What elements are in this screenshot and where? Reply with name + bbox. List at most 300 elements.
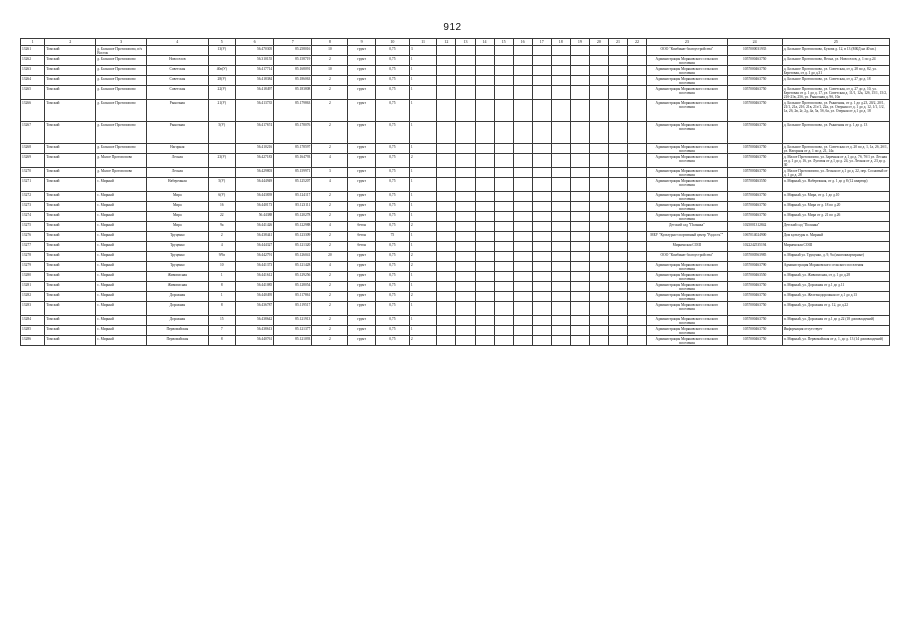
owner-inn-cell: 1057000463750 <box>727 66 782 76</box>
house-cell: 5(У) <box>208 178 236 192</box>
settlement-cell: д. Большое Протопопово <box>96 66 147 76</box>
empty-cell <box>608 336 627 346</box>
settlement-cell: с. Мирный <box>96 192 147 202</box>
settlement-cell: с. Мирный <box>96 326 147 336</box>
empty-cell <box>437 100 456 122</box>
empty-cell <box>589 212 608 222</box>
house-cell: 1 <box>208 272 236 282</box>
settlement-cell: с. Мирный <box>96 232 147 242</box>
empty-cell <box>570 222 589 232</box>
house-cell: 6(У) <box>208 192 236 202</box>
empty-cell <box>608 242 627 252</box>
street-cell: Живописная <box>147 272 208 282</box>
empty-cell <box>513 292 532 302</box>
container-count-cell: 1 <box>409 302 437 316</box>
served-addresses-cell: Дом культуры п. Мирный <box>782 232 889 242</box>
empty-cell <box>532 76 551 86</box>
owner-inn-cell: 1057000031935 <box>727 46 782 56</box>
empty-cell <box>532 292 551 302</box>
empty-cell <box>513 326 532 336</box>
longitude-cell: 85.119517 <box>274 302 312 316</box>
empty-cell <box>456 282 475 292</box>
empty-cell <box>628 144 647 154</box>
empty-cell <box>475 262 494 272</box>
container-volume-cell: 0,75 <box>375 222 409 232</box>
container-count-cell: 1 <box>409 272 437 282</box>
owner-inn-cell: 1022242535194 <box>727 242 782 252</box>
street-cell: Новоселов <box>147 56 208 66</box>
district-cell: Томский <box>45 272 96 282</box>
record-number-cell: 13269 <box>21 154 45 168</box>
empty-cell <box>570 272 589 282</box>
settlement-cell: д. Большое Протопопово <box>96 100 147 122</box>
street-cell: Труценко <box>147 242 208 252</box>
latitude-cell: 56.44388 <box>236 212 274 222</box>
empty-cell <box>570 168 589 178</box>
empty-cell <box>494 122 513 144</box>
container-count-cell: 1 <box>409 242 437 252</box>
owner-inn-cell: 1067014024900 <box>727 232 782 242</box>
owner-organization-cell: Администрация Моряковского сельского поселения <box>647 336 728 346</box>
empty-cell <box>589 76 608 86</box>
longitude-cell: 85.123111 <box>274 202 312 212</box>
latitude-cell: 56.441373 <box>236 262 274 272</box>
longitude-cell: 85.159971 <box>274 168 312 178</box>
empty-cell <box>551 282 570 292</box>
empty-cell <box>475 86 494 100</box>
empty-cell <box>475 292 494 302</box>
empty-cell <box>570 232 589 242</box>
longitude-cell: 85.121913 <box>274 316 312 326</box>
owner-organization-cell: Мирненская СОШ <box>647 242 728 252</box>
owner-organization-cell: ООО "Комбинат благоустройства" <box>647 46 728 56</box>
container-volume-cell: 0,75 <box>375 292 409 302</box>
empty-cell <box>437 144 456 154</box>
street-cell: Рыночная <box>147 100 208 122</box>
empty-cell <box>570 302 589 316</box>
empty-cell <box>589 168 608 178</box>
street-cell: Мира <box>147 192 208 202</box>
empty-cell <box>570 178 589 192</box>
column-number: 24 <box>727 39 782 46</box>
empty-cell <box>513 66 532 76</box>
column-number: 15 <box>494 39 513 46</box>
column-number: 22 <box>628 39 647 46</box>
latitude-cell: 56.441612 <box>236 272 274 282</box>
empty-cell <box>532 242 551 252</box>
area-cell: 2 <box>312 272 348 282</box>
column-number: 14 <box>475 39 494 46</box>
container-count-cell: 1 <box>409 122 437 144</box>
empty-cell <box>551 262 570 272</box>
empty-cell <box>456 192 475 202</box>
latitude-cell: 56.438441 <box>236 232 274 242</box>
surface-cell: грунт <box>348 282 376 292</box>
empty-cell <box>513 316 532 326</box>
empty-cell <box>589 144 608 154</box>
empty-cell <box>456 302 475 316</box>
house-cell: 40в(У) <box>208 66 236 76</box>
empty-cell <box>589 100 608 122</box>
empty-cell <box>437 316 456 326</box>
empty-cell <box>589 336 608 346</box>
area-cell: 4 <box>312 262 348 272</box>
empty-cell <box>570 262 589 272</box>
table-row <box>21 292 890 302</box>
empty-cell <box>589 292 608 302</box>
container-count-cell: 1 <box>409 232 437 242</box>
empty-cell <box>456 272 475 282</box>
empty-cell <box>570 282 589 292</box>
served-addresses-cell: д. Большое Протопопово, ул. Советская, от д. 28 по д. 82, ул. Береговая, от д. 1 до д.31 <box>782 66 889 76</box>
empty-cell <box>494 144 513 154</box>
table-row <box>21 252 890 262</box>
surface-cell: бетон <box>348 232 376 242</box>
record-number-cell: 13285 <box>21 326 45 336</box>
empty-cell <box>608 202 627 212</box>
empty-cell <box>494 252 513 262</box>
container-count-cell: 1 <box>409 144 437 154</box>
area-cell: 4 <box>312 178 348 192</box>
container-volume-cell: 0,75 <box>375 46 409 56</box>
empty-cell <box>475 46 494 56</box>
empty-cell <box>475 336 494 346</box>
empty-cell <box>628 272 647 282</box>
empty-cell <box>437 122 456 144</box>
empty-cell <box>608 168 627 178</box>
empty-cell <box>494 262 513 272</box>
empty-cell <box>628 212 647 222</box>
surface-cell: грунт <box>348 292 376 302</box>
empty-cell <box>532 212 551 222</box>
empty-cell <box>589 316 608 326</box>
served-addresses-cell: п. Мирный, ул. Дорожная от д.1 до д.11 <box>782 282 889 292</box>
register-table <box>20 38 890 346</box>
longitude-cell: 85.158719 <box>274 56 312 66</box>
owner-inn-cell: 1057000463550 <box>727 178 782 192</box>
latitude-cell: 56.438642 <box>236 316 274 326</box>
empty-cell <box>608 100 627 122</box>
served-addresses-cell: д. Большое Протопопово, ул. Рыночная от д. 1 до д. 13 <box>782 122 889 144</box>
house-cell: 16 <box>208 202 236 212</box>
owner-inn-cell: 1057000463750 <box>727 282 782 292</box>
empty-cell <box>570 144 589 154</box>
column-number: 6 <box>236 39 274 46</box>
empty-cell <box>608 252 627 262</box>
empty-cell <box>494 100 513 122</box>
empty-cell <box>456 154 475 168</box>
empty-cell <box>494 202 513 212</box>
street-cell: Труценко <box>147 262 208 272</box>
empty-cell <box>437 56 456 66</box>
surface-cell: грунт <box>348 100 376 122</box>
empty-cell <box>551 302 570 316</box>
column-number: 9 <box>348 39 376 46</box>
settlement-cell: с. Мирный <box>96 242 147 252</box>
empty-cell <box>494 46 513 56</box>
empty-cell <box>513 178 532 192</box>
settlement-cell: д. Большое Протопопово <box>96 144 147 154</box>
district-cell: Томский <box>45 232 96 242</box>
latitude-cell: 56.436787 <box>236 302 274 316</box>
empty-cell <box>494 302 513 316</box>
settlement-cell: с. Мирный <box>96 272 147 282</box>
container-volume-cell: 0,75 <box>375 86 409 100</box>
empty-cell <box>494 178 513 192</box>
area-cell: 3 <box>312 168 348 178</box>
owner-organization-cell: Администрация Моряковского сельского поселения <box>647 76 728 86</box>
container-count-cell: 1 <box>409 316 437 326</box>
table-row <box>21 56 890 66</box>
owner-inn-cell: 1057000463750 <box>727 100 782 122</box>
owner-organization-cell: Администрация Моряковского сельского поселения <box>647 86 728 100</box>
owner-inn-cell: 1057000463750 <box>727 86 782 100</box>
empty-cell <box>608 56 627 66</box>
container-volume-cell: 0,75 <box>375 192 409 202</box>
latitude-cell: 56.444327 <box>236 242 274 252</box>
longitude-cell: 85.178597 <box>274 144 312 154</box>
owner-inn-cell: 1057000463750 <box>727 202 782 212</box>
owner-organization-cell: Администрация Моряковского сельского поселения <box>647 178 728 192</box>
district-cell: Томский <box>45 76 96 86</box>
empty-cell <box>494 222 513 232</box>
area-cell: 10 <box>312 66 348 76</box>
latitude-cell: 56.441426 <box>236 222 274 232</box>
area-cell: 2 <box>312 242 348 252</box>
served-addresses-cell: д. Большое Протопопово, ул. Советская от д. 20 по д. 1, 1а, 2б, 2б/1, ул. Нагорная от д. 1 по д. 21, 14а <box>783 144 888 153</box>
container-count-cell: 1 <box>409 100 437 122</box>
container-volume-cell: 0,75 <box>375 168 409 178</box>
served-addresses-cell: Детский сад "Полянка" <box>782 222 889 232</box>
empty-cell <box>475 302 494 316</box>
house-cell: 8 <box>208 336 236 346</box>
owner-inn-cell: 1057000463550 <box>727 272 782 282</box>
empty-cell <box>608 262 627 272</box>
empty-cell <box>628 76 647 86</box>
empty-cell <box>608 154 627 168</box>
empty-cell <box>513 122 532 144</box>
empty-cell <box>456 336 475 346</box>
surface-cell: грунт <box>348 154 376 168</box>
empty-cell <box>437 336 456 346</box>
container-volume-cell: 0,75 <box>375 336 409 346</box>
area-cell: 2 <box>312 144 348 154</box>
empty-cell <box>494 336 513 346</box>
table-row <box>21 168 890 178</box>
empty-cell <box>475 252 494 262</box>
container-count-cell: 1 <box>409 168 437 178</box>
district-cell: Томский <box>45 336 96 346</box>
empty-cell <box>628 192 647 202</box>
table-row <box>21 46 890 56</box>
empty-cell <box>628 168 647 178</box>
empty-cell <box>513 168 532 178</box>
settlement-cell: д. Малое Протопопово <box>96 168 147 178</box>
owner-inn-cell: 1057000463750 <box>727 302 782 316</box>
table-row <box>21 144 890 154</box>
container-count-cell: 1 <box>409 282 437 292</box>
served-addresses-cell: д. Большое Протопопово, ул. Советская, от д. 27 до д. 18 <box>782 76 889 86</box>
empty-cell <box>608 302 627 316</box>
table-row <box>21 336 890 346</box>
district-cell: Томский <box>45 192 96 202</box>
empty-cell <box>589 252 608 262</box>
empty-cell <box>570 192 589 202</box>
empty-cell <box>608 222 627 232</box>
column-number: 17 <box>532 39 551 46</box>
latitude-cell: 56.427183 <box>236 154 274 168</box>
settlement-cell: с. Мирный <box>96 178 147 192</box>
container-count-cell: 3 <box>409 46 437 56</box>
record-number-cell: 13277 <box>21 242 45 252</box>
empty-cell <box>532 316 551 326</box>
record-number-cell: 13276 <box>21 232 45 242</box>
settlement-cell: с. Мирный <box>96 302 147 316</box>
container-volume-cell: 0,75 <box>375 282 409 292</box>
empty-cell <box>513 212 532 222</box>
empty-cell <box>437 262 456 272</box>
register-table-body <box>21 39 890 346</box>
table-row <box>21 100 890 122</box>
district-cell: Томский <box>45 262 96 272</box>
empty-cell <box>551 154 570 168</box>
empty-cell <box>589 122 608 144</box>
column-number: 5 <box>208 39 236 46</box>
record-number-cell: 13281 <box>21 282 45 292</box>
house-cell: 13(У) <box>208 46 236 56</box>
latitude-cell: 56.470305 <box>236 46 274 56</box>
record-number-cell: 13286 <box>21 336 45 346</box>
column-number: 12 <box>437 39 456 46</box>
served-addresses-cell: д. Большое Протопопово, ул. Рыночная, от д. 1 до д.23, 20/2, 20/1, 21/1, 21а, 21б, 21в, 21г/1, 22а, ул. Озерная от д. 1 до д. 12, 1/1, 1/2, 1а, 2б, 2в, 2г, 2д, 4а, 5а, 5б, 6а, ул. Озерная от д.1 до д. 18 <box>782 100 889 122</box>
record-number-cell: 13266 <box>21 100 45 122</box>
empty-cell <box>628 202 647 212</box>
latitude-cell: 56.440173 <box>236 202 274 212</box>
empty-cell <box>456 262 475 272</box>
empty-cell <box>494 326 513 336</box>
surface-cell: грунт <box>348 326 376 336</box>
house-cell: 15 <box>208 316 236 326</box>
container-count-cell: 1 <box>409 178 437 192</box>
empty-cell <box>456 316 475 326</box>
street-cell: Рыночная <box>147 122 208 144</box>
record-number-cell: 13278 <box>21 252 45 262</box>
empty-cell <box>513 302 532 316</box>
container-volume-cell: 0,75 <box>375 144 409 154</box>
empty-cell <box>628 242 647 252</box>
empty-cell <box>532 252 551 262</box>
empty-cell <box>437 272 456 282</box>
latitude-cell: 56.443839 <box>236 192 274 202</box>
empty-cell <box>475 282 494 292</box>
table-row <box>21 302 890 316</box>
owner-organization-cell: Детский сад "Полянка" <box>647 222 728 232</box>
area-cell: 2 <box>312 232 348 242</box>
empty-cell <box>494 212 513 222</box>
empty-cell <box>475 232 494 242</box>
house-cell: 22 <box>208 212 236 222</box>
settlement-cell: с. Мирный <box>96 316 147 326</box>
table-row <box>21 76 890 86</box>
empty-cell <box>437 212 456 222</box>
settlement-cell: с. Мирный <box>96 292 147 302</box>
longitude-cell: 85.120278 <box>274 212 312 222</box>
served-addresses-cell: п. Мирный, ул. Мира от д. 21 по д.26 <box>782 212 889 222</box>
area-cell: 2 <box>312 192 348 202</box>
empty-cell <box>475 178 494 192</box>
house-cell <box>208 56 236 66</box>
column-number: 20 <box>589 39 608 46</box>
empty-cell <box>532 66 551 76</box>
empty-cell <box>589 178 608 192</box>
street-cell: Мира <box>147 202 208 212</box>
surface-cell: грунт <box>348 76 376 86</box>
owner-inn-cell: 1057000463750 <box>727 154 782 168</box>
empty-cell <box>551 76 570 86</box>
settlement-cell: д. Большое Протопопово <box>96 76 147 86</box>
area-cell: 20 <box>312 252 348 262</box>
empty-cell <box>551 56 570 66</box>
empty-cell <box>532 336 551 346</box>
empty-cell <box>532 46 551 56</box>
empty-cell <box>589 326 608 336</box>
owner-inn-cell: 1057000463750 <box>727 122 782 144</box>
owner-organization-cell: ООО "Комбинат благоустройства" <box>647 252 728 262</box>
surface-cell: грунт <box>348 252 376 262</box>
empty-cell <box>608 66 627 76</box>
record-number-cell: 13263 <box>21 66 45 76</box>
empty-cell <box>513 222 532 232</box>
empty-cell <box>532 222 551 232</box>
empty-cell <box>570 336 589 346</box>
column-number: 4 <box>147 39 208 46</box>
empty-cell <box>437 46 456 56</box>
district-cell: Томский <box>45 66 96 76</box>
empty-cell <box>532 192 551 202</box>
longitude-cell: 85.121093 <box>274 336 312 346</box>
empty-cell <box>570 76 589 86</box>
container-volume-cell: 0,75 <box>375 122 409 144</box>
served-addresses-cell: п. Мирный, ул. Мира, от д. 1 до д.10 <box>782 192 889 202</box>
house-cell: 7 <box>208 326 236 336</box>
table-row <box>21 192 890 202</box>
empty-cell <box>551 316 570 326</box>
house-cell: 8 <box>208 282 236 292</box>
settlement-cell: д. Большое Протопопово <box>96 86 147 100</box>
empty-cell <box>494 86 513 100</box>
empty-cell <box>456 100 475 122</box>
area-cell: 2 <box>312 292 348 302</box>
settlement-cell: с. Мирный <box>96 212 147 222</box>
empty-cell <box>456 168 475 178</box>
column-number: 10 <box>375 39 409 46</box>
longitude-cell: 85.121320 <box>274 242 312 252</box>
empty-cell <box>475 122 494 144</box>
empty-cell <box>628 122 647 144</box>
empty-cell <box>456 56 475 66</box>
column-number: 2 <box>45 39 96 46</box>
empty-cell <box>513 144 532 154</box>
empty-cell <box>551 122 570 144</box>
empty-cell <box>608 46 627 56</box>
empty-cell <box>475 222 494 232</box>
surface-cell: грунт <box>348 272 376 282</box>
district-cell: Томский <box>45 292 96 302</box>
latitude-cell: 56.442791 <box>236 252 274 262</box>
record-number-cell: 13274 <box>21 212 45 222</box>
container-count-cell: 1 <box>409 326 437 336</box>
served-addresses-cell: Мирненская СОШ <box>782 242 889 252</box>
